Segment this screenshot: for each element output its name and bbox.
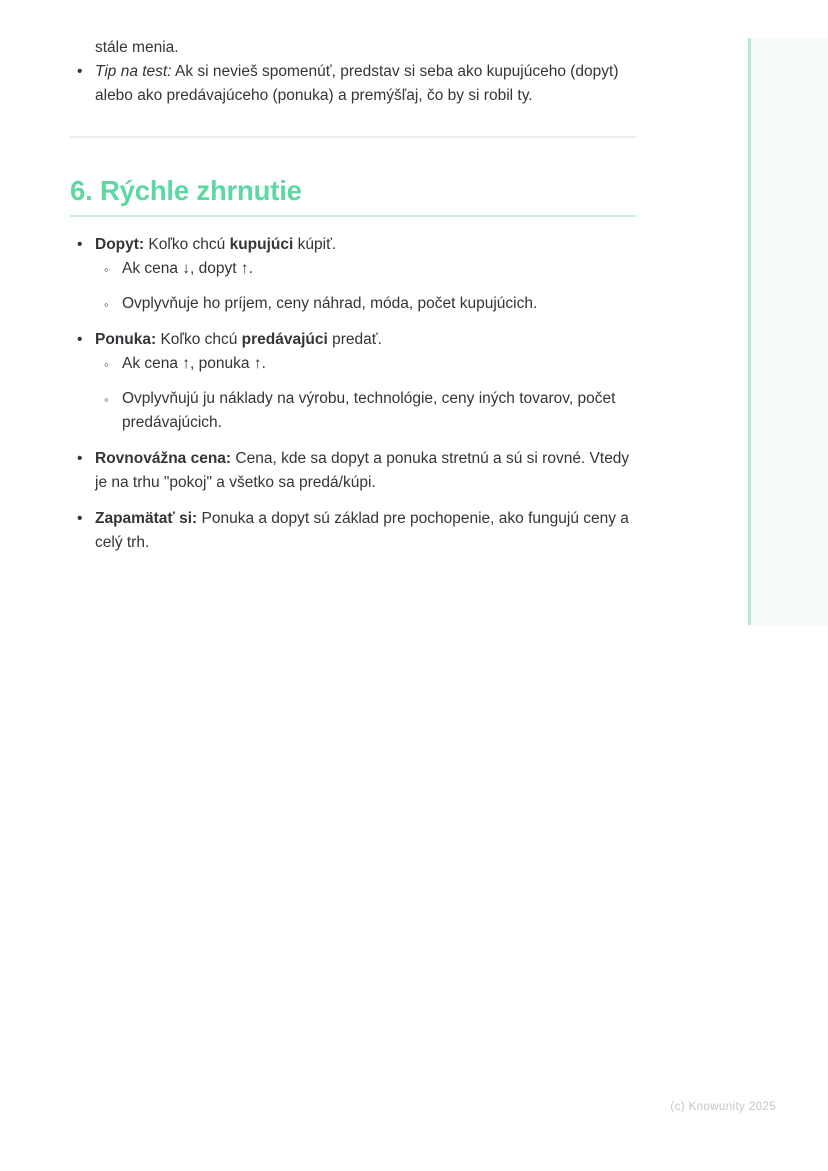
- text-segment: Rovnovážna cena:: [95, 450, 232, 467]
- summary-list: [70, 233, 636, 555]
- list-item-tip: [70, 60, 636, 108]
- paragraph-continuation: stále menia.: [95, 39, 179, 56]
- document-content: [70, 36, 636, 567]
- summary-item-text: [95, 510, 629, 551]
- summary-subitem: [95, 352, 636, 376]
- circle-bullet-icon: ◦: [104, 392, 109, 407]
- summary-subitem: [95, 292, 636, 316]
- summary-item: [70, 233, 636, 316]
- summary-subitem-text: Ak cena ↑, ponuka ↑.: [122, 355, 266, 372]
- bullet-icon: •: [77, 236, 83, 253]
- summary-subitem-text: Ovplyvňujú ju náklady na výrobu, technológie, ceny iných tovarov, počet predávajúcich.: [122, 390, 616, 431]
- text-segment: kupujúci: [229, 236, 294, 253]
- circle-bullet-icon: ◦: [104, 297, 109, 312]
- summary-item-text: [95, 236, 336, 253]
- summary-item: [70, 507, 636, 555]
- circle-bullet-icon: ◦: [104, 262, 109, 277]
- summary-subitem-text: Ak cena ↓, dopyt ↑.: [122, 260, 253, 277]
- text-segment: predávajúci: [241, 331, 328, 348]
- text-segment: Koľko chcú: [156, 331, 242, 348]
- text-segment: Ponuka:: [95, 331, 157, 348]
- bullet-icon: •: [77, 63, 83, 80]
- section-divider: [70, 136, 636, 138]
- summary-sublist: [95, 352, 636, 435]
- text-segment: predať.: [327, 331, 382, 348]
- summary-item-text: [95, 331, 382, 348]
- summary-item: [70, 328, 636, 435]
- tip-text: [95, 63, 619, 104]
- text-segment: Ponuka a dopyt sú základ pre pochopenie, ako fungujú ceny a celý trh.: [95, 510, 629, 551]
- summary-item-text: [95, 450, 629, 491]
- bullet-icon: •: [77, 331, 83, 348]
- text-segment: Ak si nevieš spomenúť, predstav si seba ako kupujúceho (dopyt) alebo ako predávajúceho (ponuka) a premýšľaj, čo by si robil ty.: [95, 63, 619, 104]
- text-segment: Zapamätať si:: [95, 510, 198, 527]
- circle-bullet-icon: ◦: [104, 357, 109, 372]
- bullet-icon: •: [77, 450, 83, 467]
- text-segment: Cena, kde sa dopyt a ponuka stretnú a sú si rovné. Vtedy je na trhu "pokoj" a všetko sa predá/kúpi.: [95, 450, 630, 491]
- summary-subitem: [95, 257, 636, 281]
- page-edge-panel: [751, 38, 828, 625]
- summary-sublist: [95, 257, 636, 316]
- summary-subitem-text: Ovplyvňuje ho príjem, ceny náhrad, móda, počet kupujúcich.: [122, 295, 538, 312]
- text-segment: kúpiť.: [293, 236, 337, 253]
- summary-item: [70, 447, 636, 495]
- page-footer-credit: (c) Knowunity 2025: [670, 1101, 776, 1113]
- text-segment: Koľko chcú: [144, 236, 230, 253]
- summary-subitem: [95, 387, 636, 435]
- bullet-icon: •: [77, 510, 83, 527]
- tip-list: [70, 60, 636, 108]
- section-title: 6. Rýchle zhrnutie: [70, 174, 636, 217]
- text-segment: Tip na test:: [95, 63, 172, 80]
- text-segment: Dopyt:: [95, 236, 145, 253]
